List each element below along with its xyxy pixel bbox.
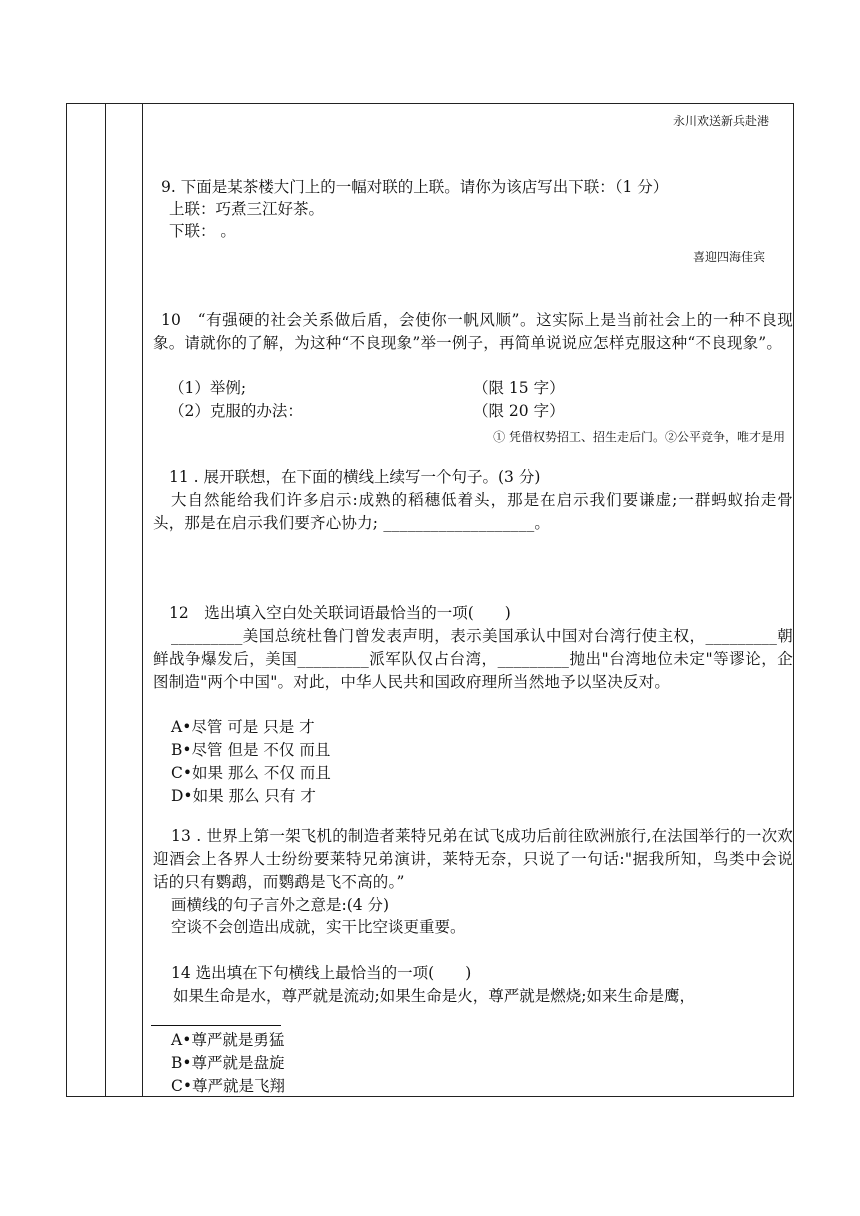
q12-body: _________美国总统杜鲁门曾发表声明，表示美国承认中国对台湾行使主权，_________朝鲜战争爆发后，美国_________派军队仅占台湾，_________抛出"台湾地位未定"等谬论，企图制造"两个中国"。对此，中华人民共和国政府理所当然地予以坚决反对。 [153, 627, 793, 691]
q13-question: 画横线的句子言外之意是:(4 分) [171, 896, 390, 914]
q12-stem: 12 选出填入空白处关联词语最恰当的一项( ) [169, 604, 511, 622]
q10-item2-limit: （限 20 字） [473, 402, 565, 420]
q14-option-a[interactable]: A•尊严就是勇猛 [171, 1031, 285, 1049]
q12-option-b[interactable]: B•尽管 但是 不仅 而且 [171, 741, 331, 759]
column-divider [105, 104, 106, 1096]
q11-body: 大自然能给我们许多启示:成熟的稻穗低着头，那是在启示我们要谦虚;一群蚂蚁抬走骨头，那是在启示我们要齐心协力; ___________________。 [153, 491, 793, 532]
column-divider [142, 104, 143, 1096]
q10-item2: （2）克服的办法： [169, 402, 303, 420]
q10-item1: （1）举例; [169, 379, 247, 397]
q14-body: 如果生命是水，尊严就是流动;如果生命是火，尊严就是燃烧;如来生命是鹰， [173, 987, 695, 1005]
q10-item1-limit: （限 15 字） [473, 379, 565, 397]
q9-answer: 喜迎四海佳宾 [692, 250, 765, 264]
q9-lower-line: 下联： 。 [169, 222, 236, 240]
q12-option-d[interactable]: D•如果 那么 只有 才 [171, 787, 316, 805]
q14-answer-line [151, 1025, 281, 1026]
question-cell [145, 103, 793, 1097]
q14-option-b[interactable]: B•尊严就是盘旋 [171, 1054, 285, 1072]
q10-stem: 10 “有强硬的社会关系做后盾，会使你一帆风顺”。这实际上是当前社会上的一种不良现象。请就你的了解，为这种“不良现象”举一例子，再简单说说应怎样克服这种“不良现象”。 [153, 311, 793, 352]
q12-option-a[interactable]: A•尽管 可是 只是 才 [171, 718, 315, 736]
q9-stem: 9. 下面是某茶楼大门上的一幅对联的上联。请你为该店写出下联：（1 分） [161, 178, 669, 196]
q10-answer: ① 凭借权势招工、招生走后门。②公平竞争，唯才是用 [493, 430, 785, 444]
q12-option-c[interactable]: C•如果 那么 不仅 而且 [171, 764, 331, 782]
q13-answer: 空谈不会创造出成就，实干比空谈更重要。 [171, 918, 466, 936]
q14-stem: 14 选出填在下句横线上最恰当的一项( ) [171, 964, 472, 982]
q9-upper-line: 上联：巧煮三江好茶。 [169, 200, 325, 218]
answer-note: 永川欢送新兵赴港 [672, 114, 769, 128]
q14-option-c[interactable]: C•尊严就是飞翔 [171, 1077, 286, 1095]
q11-stem: 11 . 展开联想，在下面的横线上续写一个句子。(3 分) [169, 468, 541, 486]
q13-stem: 13 . 世界上第一架飞机的制造者莱特兄弟在试飞成功后前往欧洲旅行,在法国举行的一次欢迎酒会上各界人士纷纷要莱特兄弟演讲，莱特无奈，只说了一句话:"据我所知，鸟类中会说话的只有鹦鹉，而鹦鹉是飞不高的。” [153, 827, 793, 891]
